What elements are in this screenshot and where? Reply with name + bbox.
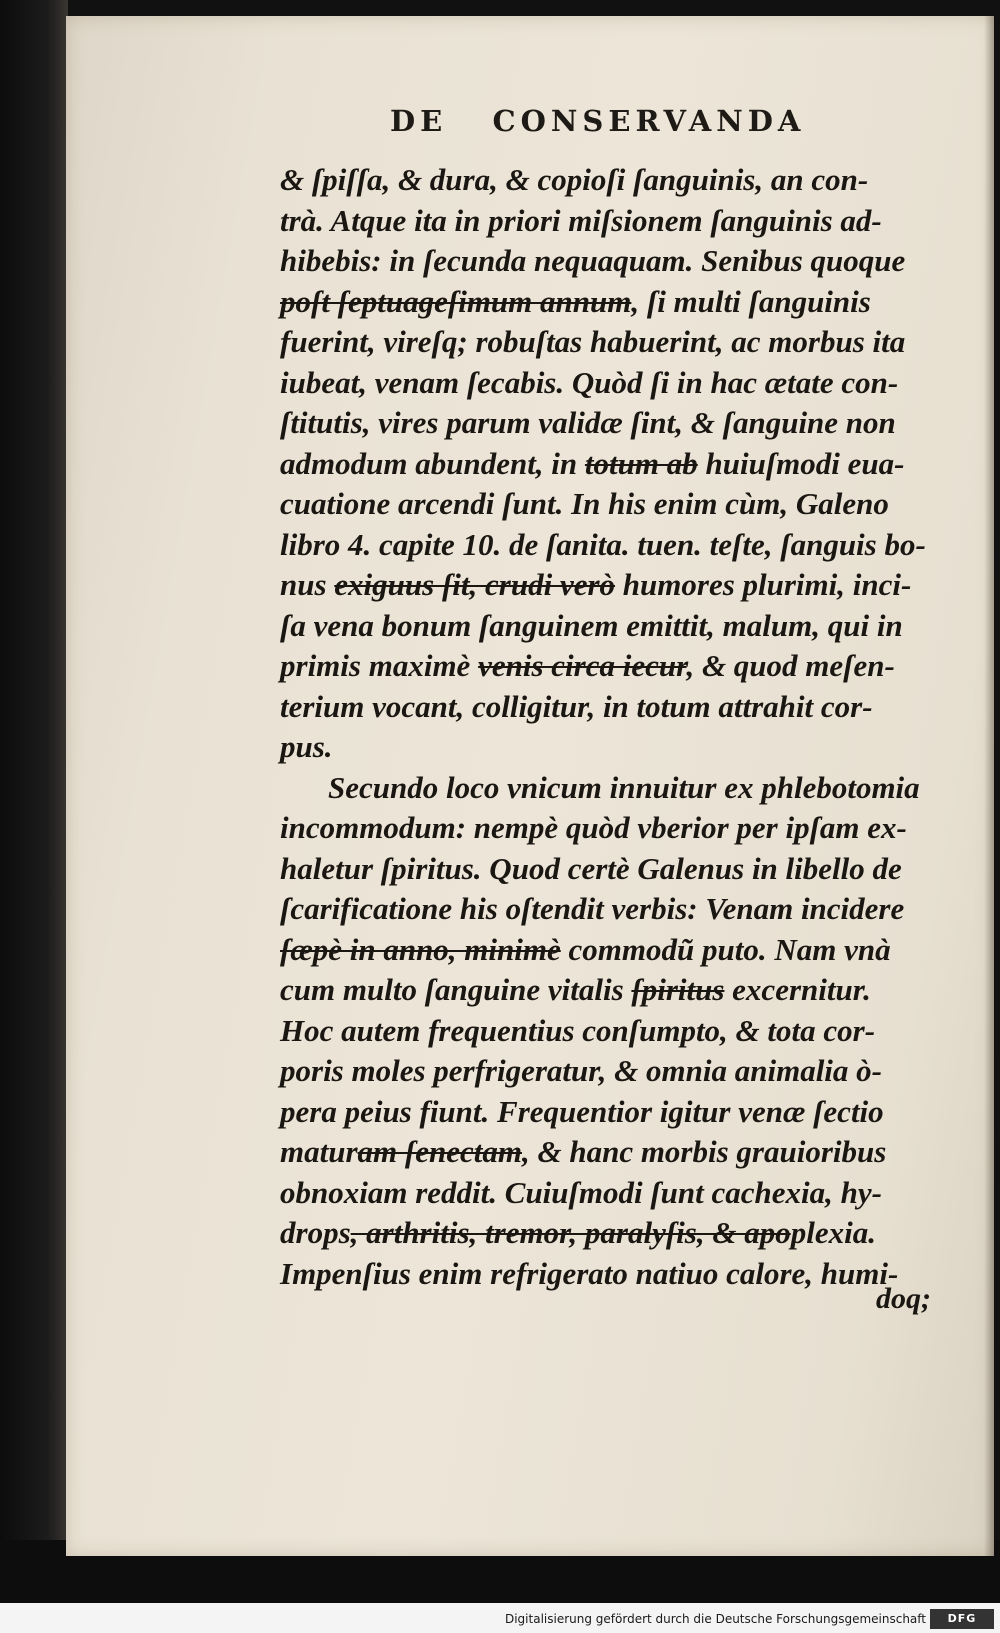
line-text: admodum abundent, in [280,445,585,481]
running-head: DE CONSERVANDA [390,104,806,138]
line-text: & ſpiſſa, & dura, & copioſi ſanguinis, an con- [280,162,869,197]
text-line [280,606,960,647]
footer-credit: Digitalisierung gefördert durch die Deutsche Forschungsgemeinschaft [504,1612,926,1626]
line-text: cum multo ſanguine vitalis [280,972,632,1007]
text-line [280,565,960,606]
struck-text: ſæpè in anno, minimè [280,931,561,967]
line-text-after: plexia. [790,1215,876,1250]
text-line [280,1213,960,1254]
line-text: fuerint, vireſq; robuſtas habuerint, ac morbus ita [280,324,906,359]
line-text: Secundo loco vnicum innuitur ex phlebotomia [328,769,920,805]
text-line [280,849,960,890]
text-line [280,525,960,566]
text-line [280,241,960,282]
text-line [280,1132,960,1173]
line-text: obnoxiam reddit. Cuiuſmodi ſunt cachexia, hy- [280,1174,882,1210]
line-text: hibebis: in ſecunda nequaquam. Senibus quoque [280,243,906,278]
text-line [280,201,960,242]
line-text: poris moles perfrigeratur, & omnia animalia ò- [280,1053,882,1088]
text-line [280,687,960,728]
line-text-after: excernitur. [724,972,871,1007]
text-line [280,727,960,768]
line-text-after: humores plurimi, inci- [615,567,912,602]
text-line [280,282,960,323]
text-line [280,1254,960,1295]
line-text: drops [280,1215,351,1250]
text-line [280,1173,960,1214]
line-text: iubeat, venam ſecabis. Quòd ſi in hac ætate con- [280,364,899,400]
text-line [280,646,960,687]
line-text: pera peius fiunt. Frequentior igitur venæ ſectio [280,1093,884,1129]
text-line [280,444,960,485]
struck-text: venis circa iecur [478,648,687,683]
struck-text: am ſenectam [357,1134,522,1169]
text-line [280,768,960,809]
struck-text: totum ab [584,445,698,481]
line-text-after: huiuſmodi eua- [697,445,905,481]
line-text-after: , & quod meſen- [686,648,895,683]
struck-text: , arthritis, tremor, paralyſis, & apo [350,1215,791,1250]
line-text: Hoc autem frequentius conſumpto, & tota cor- [280,1012,876,1048]
text-line [280,363,960,404]
dfg-logo: DFG [930,1609,994,1629]
scan-background-left [0,0,68,1633]
catchword: doq; [876,1282,931,1315]
line-text: haletur ſpiritus. Quod certè Galenus in libello de [280,850,902,886]
line-text: Impenſius enim refrigerato natiuo calore, humi- [280,1255,899,1291]
digitization-footer [0,1603,1000,1633]
line-text: nus [280,567,335,602]
line-text: libro 4. capite 10. de ſanita. tuen. teſte, ſanguis bo- [280,526,926,562]
text-line [280,808,960,849]
body-text [280,160,960,1294]
text-line [280,970,960,1011]
text-line [280,1092,960,1133]
line-text: ſa vena bonum ſanguinem emittit, malum, qui in [280,607,903,643]
line-text: ſtitutis, vires parum validæ ſint, & ſanguine non [280,405,896,440]
text-line [280,1051,960,1092]
line-text: terium vocant, colligitur, in totum attrahit cor- [280,688,873,724]
struck-text: poſt ſeptuageſimum annum [280,283,632,319]
line-text: ſcarificatione his oſtendit verbis: Venam incidere [280,891,905,926]
text-line [280,322,960,363]
line-text: trà. Atque ita in priori miſsionem ſanguinis ad- [280,202,882,238]
line-text: incommodum: nempè quòd vberior per ipſam ex- [280,810,907,845]
text-line [280,930,960,971]
line-text-after: , ſi multi ſanguinis [631,283,871,319]
text-line [280,484,960,525]
line-text: primis maximè [280,648,479,683]
struck-text: ſpiritus [631,972,725,1007]
text-line [280,889,960,930]
line-text-after: , & hanc morbis grauioribus [521,1134,887,1169]
struck-text: exiguus ſit, crudi verò [334,567,616,602]
text-line [280,1011,960,1052]
line-text-after: commodũ puto. Nam vnà [560,931,891,967]
line-text: matur [280,1134,358,1169]
page-edge-shadow [984,16,994,1556]
line-text: cuatione arcendi ſunt. In his enim cùm, Galeno [280,486,889,521]
text-line [280,160,960,201]
line-text: pus. [280,729,333,764]
text-line [280,403,960,444]
